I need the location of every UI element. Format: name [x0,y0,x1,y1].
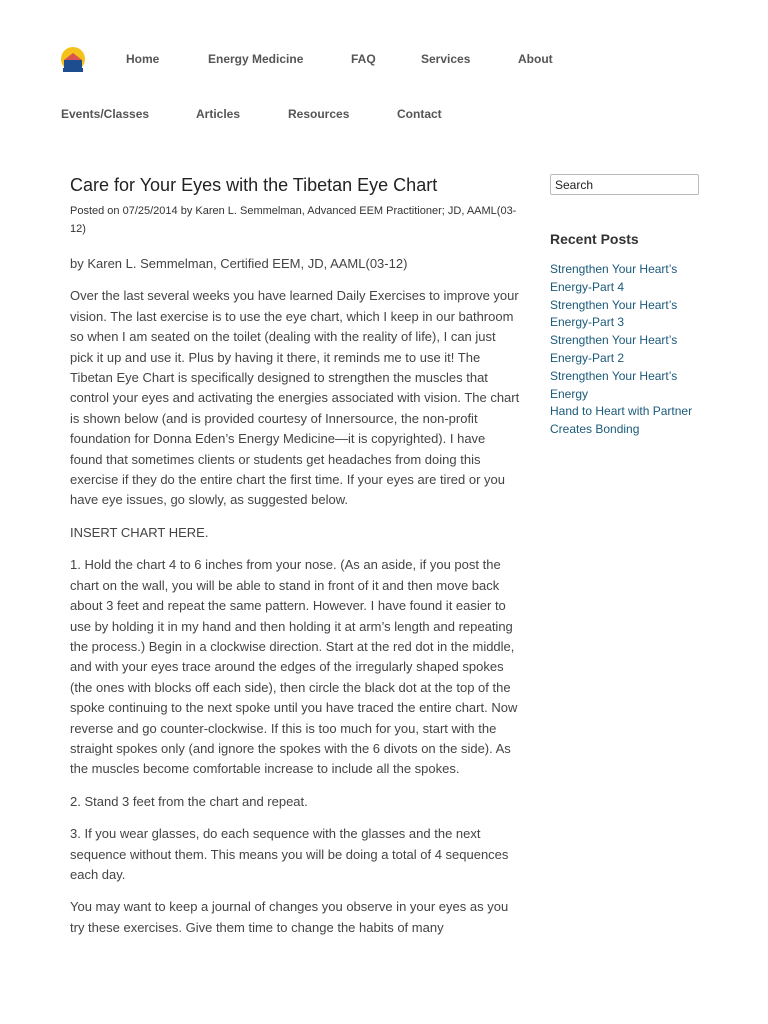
search-input[interactable] [550,174,699,195]
nav-resources[interactable]: Resources [288,107,350,121]
nav-services[interactable]: Services [421,52,471,66]
post-paragraph: Over the last several weeks you have learned Daily Exercises to improve your vision. The last exercise is to use the eye chart, which I keep in our bathroom so when I am seated on the toilet (dealing with the reality of life), I can just pick it up and use it. Plus by having it there, it reminds me to use it! The Tibetan Eye Chart is specifically designed to strengthen the muscles that control your eyes and activating the energies associated with vision. The chart is shown below (and is provided courtesy of Innersource, the non-profit foundation for Donna Eden’s Energy Medicine—it is copyrighted). I have found that sometimes clients or students get headaches from doing this exercise if they do the entire chart the first time. If your eyes are tired or you have eye issues, go slowly, as suggested below. [70,288,520,508]
post-paragraph: 1. Hold the chart 4 to 6 inches from your nose. (As an aside, if you post the chart on the wall, you will be able to stand in front of it and then move back about 3 feet and repeat the same pattern. However. I have found it easier to use by holding it in my hand and then holding it at arm’s length and repeating the process.) Begin in a clockwise direction. Start at the red dot in the middle, and with your eyes trace around the edges of the irregularly shaped spokes (the ones with blocks off each side), then circle the black dot at the top of the spoke continuing to the next spoke until you have traced the entire chart. Now reverse and go counter-clockwise. If this is too much for you, start with the straight spokes only (and ignore the spokes with the 6 divots on the side). As the muscles become comfortable increase to include all the spokes. [70,557,518,777]
recent-post-link[interactable]: Strengthen Your Heart’s Energy [550,368,678,401]
list-item [550,261,700,297]
nav-energy-medicine[interactable]: Energy Medicine [208,52,304,66]
primary-nav [0,49,768,69]
secondary-nav [0,104,768,124]
nav-about[interactable]: About [518,52,553,66]
recent-post-link[interactable]: Strengthen Your Heart’s Energy-Part 4 [550,262,678,294]
post-paragraph: 2. Stand 3 feet from the chart and repeat. [70,793,308,809]
post-meta: Posted on 07/25/2014 by Karen L. Semmelman, Advanced EEM Practitioner; JD, AAML(03-12) [70,205,517,235]
nav-contact[interactable]: Contact [397,107,442,121]
post-paragraph: INSERT CHART HERE. [70,524,209,540]
post-byline: by Karen L. Semmelman, Certified EEM, JD, AAML(03-12) [70,256,408,271]
recent-post-link[interactable]: Hand to Heart with Partner Creates Bonding [550,404,693,437]
recent-posts-title: Recent Posts [550,231,639,247]
post-paragraph: You may want to keep a journal of changes you observe in your eyes as you try these exercises. Give them time to change the habits of many [70,899,509,935]
nav-home[interactable]: Home [126,52,160,66]
recent-post-link[interactable]: Strengthen Your Heart’s Energy-Part 3 [550,297,678,330]
post-body [70,254,520,938]
list-item [550,368,700,404]
sidebar [550,174,700,439]
nav-faq[interactable]: FAQ [351,52,376,66]
recent-post-link[interactable]: Strengthen Your Heart’s Energy-Part 2 [550,333,678,365]
recent-posts-list [550,261,700,439]
nav-events-classes[interactable]: Events/Classes [61,107,150,121]
list-item [550,297,700,333]
list-item [550,403,700,439]
article [70,170,520,950]
nav-articles[interactable]: Articles [196,107,241,121]
post-title: Care for Your Eyes with the Tibetan Eye Chart [70,175,438,195]
list-item [550,332,700,368]
post-paragraph: 3. If you wear glasses, do each sequence with the glasses and the next sequence without them. This means you will be doing a total of 4 sequences each day. [70,826,509,882]
